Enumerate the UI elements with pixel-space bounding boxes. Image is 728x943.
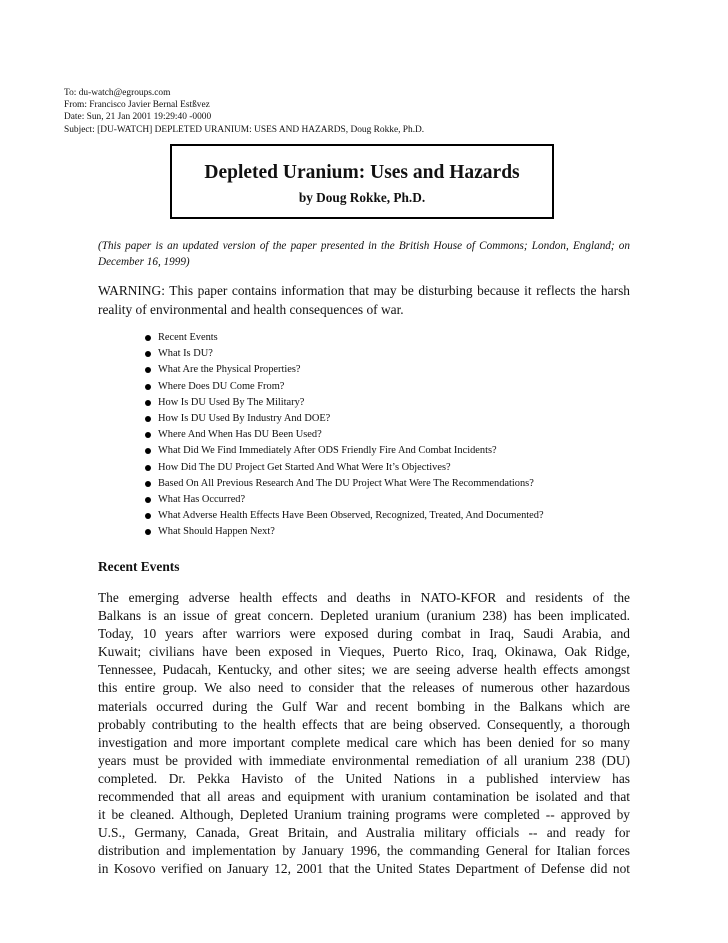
toc-item-label: How Is DU Used By Industry And DOE?: [158, 412, 331, 424]
toc-item-label: What Adverse Health Effects Have Been Observed, Recognized, Treated, And Documented?: [158, 510, 544, 522]
bullet-icon: [145, 513, 151, 519]
body-line: Balkans is an issue of great concern. Depleted uranium (uranium 238) has been implicated.: [98, 608, 630, 624]
email-header: [64, 87, 424, 136]
bullet-icon: [145, 497, 151, 503]
body-line: it be cleaned. Although, Depleted Uranium training programs were completed -- approved by: [98, 807, 630, 823]
table-of-contents: [143, 330, 544, 540]
email-from: From: Francisco Javier Bernal Estßvez: [64, 100, 210, 111]
toc-item-label: What Has Occurred?: [158, 493, 246, 505]
toc-item-label: Recent Events: [158, 332, 218, 343]
toc-item-label: Based On All Previous Research And The DU Project What Were The Recommendations?: [158, 477, 534, 489]
email-subject: Subject: [DU-WATCH] DEPLETED URANIUM: USES AND HAZARDS, Doug Rokke, Ph.D.: [64, 124, 425, 135]
toc-item: [143, 492, 544, 508]
toc-item: [143, 476, 544, 492]
bullet-icon: [145, 400, 151, 406]
toc-item: [143, 379, 544, 395]
body-line: materials occurred during the Gulf War and recent bombing in the Balkans which are: [98, 698, 630, 714]
bullet-icon: [145, 448, 151, 454]
toc-item-label: What Is DU?: [158, 348, 213, 360]
bullet-icon: [145, 416, 151, 422]
bullet-icon: [145, 432, 151, 438]
document-title: Depleted Uranium: Uses and Hazards: [204, 162, 520, 183]
body-line: years must be provided with immediate environmental remediation of all uranium 238 (DU): [98, 752, 630, 768]
bullet-icon: [145, 367, 151, 373]
toc-item-label: How Did The DU Project Get Started And What Were It’s Objectives?: [158, 461, 451, 473]
toc-item-label: How Is DU Used By The Military?: [158, 396, 305, 408]
email-to: To: du-watch@egroups.com: [64, 88, 171, 98]
bullet-icon: [145, 529, 151, 535]
toc-item: [143, 362, 544, 378]
toc-item: [143, 330, 544, 346]
body-line: this entire group. We also need to consider that the releases of numerous other hazardous: [98, 680, 630, 696]
warning-paragraph: WARNING: This paper contains information that may be disturbing because it reflects the harsh reality of environmental and health consequences of war.: [98, 283, 630, 317]
bullet-icon: [145, 465, 151, 471]
toc-item: [143, 524, 544, 540]
toc-item-label: Where Does DU Come From?: [158, 380, 285, 392]
toc-item-label: What Should Happen Next?: [158, 526, 275, 538]
body-line: Tennessee, Pudacah, Kentucky, and other sites; we are seeing adverse health effects amongst: [98, 662, 630, 678]
toc-item: [143, 411, 544, 427]
title-box: [170, 144, 554, 219]
bullet-icon: [145, 335, 151, 341]
toc-item: [143, 395, 544, 411]
body-line: investigation and more important complete medical care which has been denied for so many: [98, 734, 630, 750]
editorial-note: (This paper is an updated version of the paper presented in the British House of Commons; London, England; on December 16, 1999): [98, 240, 630, 268]
body-line: Kuwait; civilians have been exposed in Vieques, Puerto Rico, Iraq, Okinawa, Oak Ridge,: [98, 644, 630, 660]
email-date: Date: Sun, 21 Jan 2001 19:29:40 -0000: [64, 112, 212, 123]
body-line: distribution and implementation by January 1996, the commanding General for Italian forces: [98, 843, 630, 859]
section-body: [98, 589, 630, 879]
body-line: The emerging adverse health effects and deaths in NATO-KFOR and residents of the: [98, 590, 630, 605]
bullet-icon: [145, 384, 151, 390]
body-line: completed. Dr. Pekka Havisto of the United Nations in a published interview has: [98, 770, 630, 786]
body-line: in Kosovo verified on January 12, 2001 that the United States Department of Defense did not: [98, 861, 630, 877]
bullet-icon: [145, 351, 151, 357]
toc-item-label: Where And When Has DU Been Used?: [158, 429, 322, 441]
toc-item: [143, 427, 544, 443]
toc-item: [143, 460, 544, 476]
toc-item-label: What Did We Find Immediately After ODS Friendly Fire And Combat Incidents?: [158, 445, 497, 457]
toc-item: [143, 443, 544, 459]
body-line: Today, 10 years after warriors were exposed during combat in Iraq, Saudi Arabia, and: [98, 626, 630, 642]
toc-item: [143, 346, 544, 362]
toc-item-label: What Are the Physical Properties?: [158, 364, 301, 376]
body-line: recommended that all areas and equipment with uranium contamination be isolated and that: [98, 789, 630, 805]
body-line: U.S., Germany, Canada, Great Britain, and Australia military officials -- and ready for: [98, 825, 630, 841]
bullet-icon: [145, 481, 151, 487]
body-line: probably contributing to the health effects that are being observed. Consequently, a thorough: [98, 716, 630, 732]
toc-item: [143, 508, 544, 524]
section-heading: Recent Events: [98, 559, 180, 574]
document-byline: by Doug Rokke, Ph.D.: [298, 190, 426, 205]
